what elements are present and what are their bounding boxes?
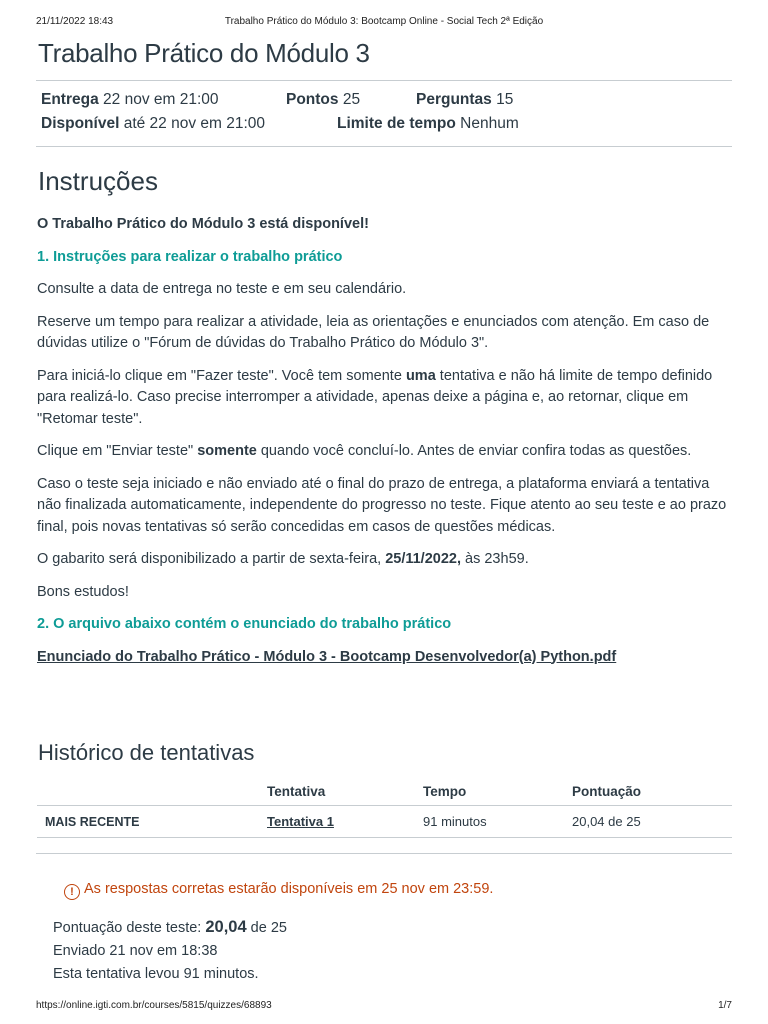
print-footer	[36, 1000, 732, 1014]
paragraph: O gabarito será disponibilizado a partir de sexta-feira, 25/11/2022, às 23h59.	[37, 551, 529, 567]
attempt-summary	[53, 916, 287, 986]
available-notice: O Trabalho Prático do Módulo 3 está disponível!	[37, 216, 369, 232]
answers-availability-notice: ! As respostas corretas estarão disponíveis em 25 nov em 23:59.	[64, 881, 493, 900]
instructions-body	[37, 214, 737, 679]
divider	[36, 146, 732, 147]
print-header	[36, 16, 732, 30]
history-heading: Histórico de tentativas	[38, 740, 255, 765]
meta-limite-tempo: Limite de tempo Nenhum	[337, 115, 519, 132]
meta-disponivel: Disponível até 22 nov em 21:00	[41, 115, 266, 132]
attempt-status: MAIS RECENTE	[37, 806, 259, 838]
page-number: 1/7	[718, 1000, 732, 1011]
column-header: Tentativa	[259, 778, 415, 806]
file-link-paragraph	[37, 647, 737, 669]
paragraph: Bons estudos!	[37, 583, 129, 600]
print-url: https://online.igti.com.br/courses/5815/quizzes/68893	[36, 1000, 272, 1011]
quiz-meta-row-2	[41, 115, 731, 135]
attempt-score: 20,04 de 25	[564, 806, 732, 838]
paragraph: Consulte a data de entrega no teste e em seu calendário.	[37, 281, 407, 297]
meta-perguntas: Perguntas 15	[416, 91, 514, 108]
page-title: Trabalho Prático do Módulo 3	[38, 38, 370, 68]
column-header	[37, 778, 259, 806]
attempts-table	[37, 778, 732, 838]
statement-pdf-link[interactable]: Enunciado do Trabalho Prático - Módulo 3 - Bootcamp Desenvolvedor(a) Python.pdf	[37, 648, 617, 665]
section-heading-2: 2. O arquivo abaixo contém o enunciado do trabalho prático	[37, 616, 452, 632]
table-row	[37, 806, 732, 838]
divider	[36, 853, 732, 854]
paragraph: Reserve um tempo para realizar a atividade, leia as orientações e enunciados com atenção. Em caso de dúvidas utilize o "Fórum de dúvidas do Trabalho Prático do Módulo 3".	[37, 313, 710, 351]
meta-pontos: Pontos 25	[286, 91, 361, 108]
section-heading-1: 1. Instruções para realizar o trabalho prático	[37, 248, 343, 265]
quiz-meta-row-1	[41, 91, 731, 111]
paragraph: Caso o teste seja iniciado e não enviado até o final do prazo de entrega, a plataforma enviará a tentativa não finalizada automaticamente, independente do progresso no teste. Fique atento ao seu teste e ao prazo final, pois novas tentativas só serão concedidas em casos de questões médicas.	[37, 475, 727, 535]
attempt-cell	[259, 806, 415, 838]
sent-line: Enviado 21 nov em 18:38	[53, 943, 218, 959]
column-header: Pontuação	[564, 778, 732, 806]
divider	[36, 80, 732, 81]
attempt-link[interactable]: Tentativa 1	[267, 814, 334, 829]
paragraph: Para iniciá-lo clique em "Fazer teste". Você tem somente uma tentativa e não há limite de tempo definido para realizá-lo. Caso precise interromper a atividade, apenas deixe a página e, ao retornar, clique em "Retomar teste".	[37, 367, 713, 427]
warning-icon: !	[64, 884, 80, 900]
paragraph: Clique em "Enviar teste" somente quando você concluí-lo. Antes de enviar confira todas as questões.	[37, 443, 692, 459]
duration-line: Esta tentativa levou 91 minutos.	[53, 966, 259, 982]
column-header: Tempo	[415, 778, 564, 806]
table-header-row	[37, 778, 732, 806]
print-doc-title: Trabalho Prático do Módulo 3: Bootcamp Online - Social Tech 2ª Edição	[224, 16, 544, 27]
instructions-heading: Instruções	[38, 166, 158, 196]
score-line: Pontuação deste teste: 20,04 de 25	[53, 918, 287, 936]
score-value: 20,04	[205, 918, 247, 936]
meta-entrega: Entrega 22 nov em 21:00	[41, 91, 219, 108]
attempt-time: 91 minutos	[415, 806, 564, 838]
print-date: 21/11/2022 18:43	[36, 16, 114, 27]
